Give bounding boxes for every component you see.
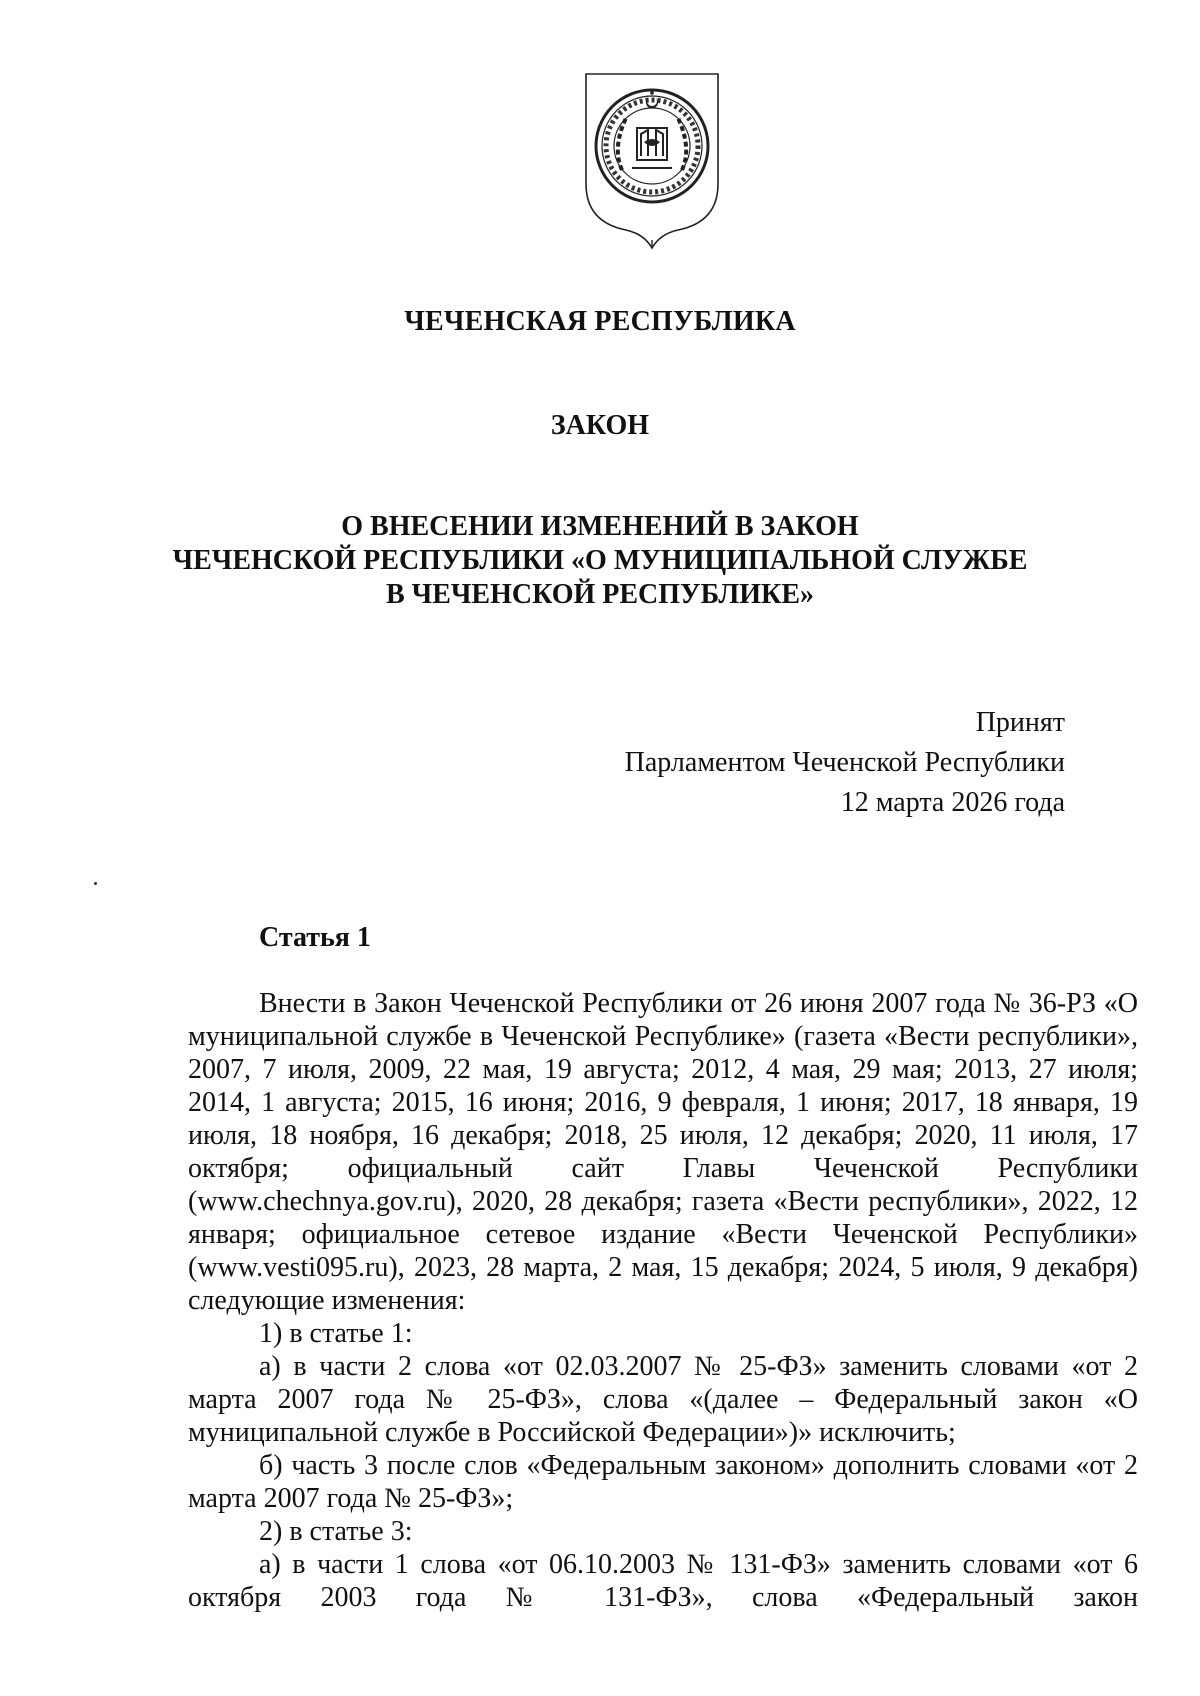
law-title-line: ЧЕЧЕНСКОЙ РЕСПУБЛИКИ «О МУНИЦИПАЛЬНОЙ СЛУЖБЕ bbox=[172, 545, 1028, 576]
amendment-item: 2) в статье 3: bbox=[259, 1516, 413, 1547]
adoption-block bbox=[625, 703, 1065, 823]
amendment-subitem: б) часть 3 после слов «Федеральным законом» дополнить словами «от 2 марта 2007 года № 25-ФЗ»; bbox=[188, 1450, 1138, 1514]
law-title bbox=[150, 510, 1050, 612]
scan-speck bbox=[94, 882, 97, 885]
adopted-by: Парламентом Чеченской Республики bbox=[624, 747, 1065, 778]
article-body bbox=[188, 987, 1138, 1614]
adopted-label: Принят bbox=[975, 707, 1065, 738]
article-intro-paragraph: Внести в Закон Чеченской Республики от 26 июня 2007 года № 36-РЗ «О муниципальной службе в Чеченской Республике» (газета «Вести республики», 2007, 7 июля, 2009, 22 мая, 19 августа; 2012, 4 мая, 29 мая; 2013, 27 июля; 2014, 1 августа; 2015, 16 июня; 2016, 9 февраля, 1 июня; 2017, 18 января, 19 июля, 18 ноября, 16 декабря; 2018, 25 июля, 12 декабря; 2020, 11 июля, 17 октября; официальный сайт Главы Чеченской Республики (www.chechnya.gov.ru), 2020, 28 декабря; газета «Вести республики», 2022, 12 января; официальное сетевое издание «Вести Чеченской Республики» (www.vesti095.ru), 2023, 28 марта, 2 мая, 15 декабря; 2024, 5 июля, 9 декабря) следующие изменения: bbox=[188, 988, 1138, 1316]
article-heading: Статья 1 bbox=[259, 922, 371, 953]
amendment-subitem: а) в части 2 слова «от 02.03.2007 № 25-ФЗ» заменить словами «от 2 марта 2007 года № 25-ФЗ», слова «(далее – Федеральный закон «О муниципальной службе в Российской Федерации»)» исключить; bbox=[188, 1351, 1138, 1448]
law-title-line: В ЧЕЧЕНСКОЙ РЕСПУБЛИКЕ» bbox=[385, 579, 815, 610]
amendment-subitem: а) в части 1 слова «от 06.10.2003 № 131-ФЗ» заменить словами «от 6 октября 2003 года № 131-ФЗ», слова «Федеральный закон bbox=[188, 1549, 1138, 1613]
coat-of-arms-emblem bbox=[582, 72, 722, 250]
republic-heading: ЧЕЧЕНСКАЯ РЕСПУБЛИКА bbox=[404, 306, 796, 337]
amendment-item: 1) в статье 1: bbox=[259, 1318, 413, 1349]
document-type-heading: ЗАКОН bbox=[550, 410, 650, 441]
law-title-line: О ВНЕСЕНИИ ИЗМЕНЕНИЙ В ЗАКОН bbox=[341, 511, 859, 542]
adopted-date: 12 марта 2026 года bbox=[840, 787, 1065, 818]
